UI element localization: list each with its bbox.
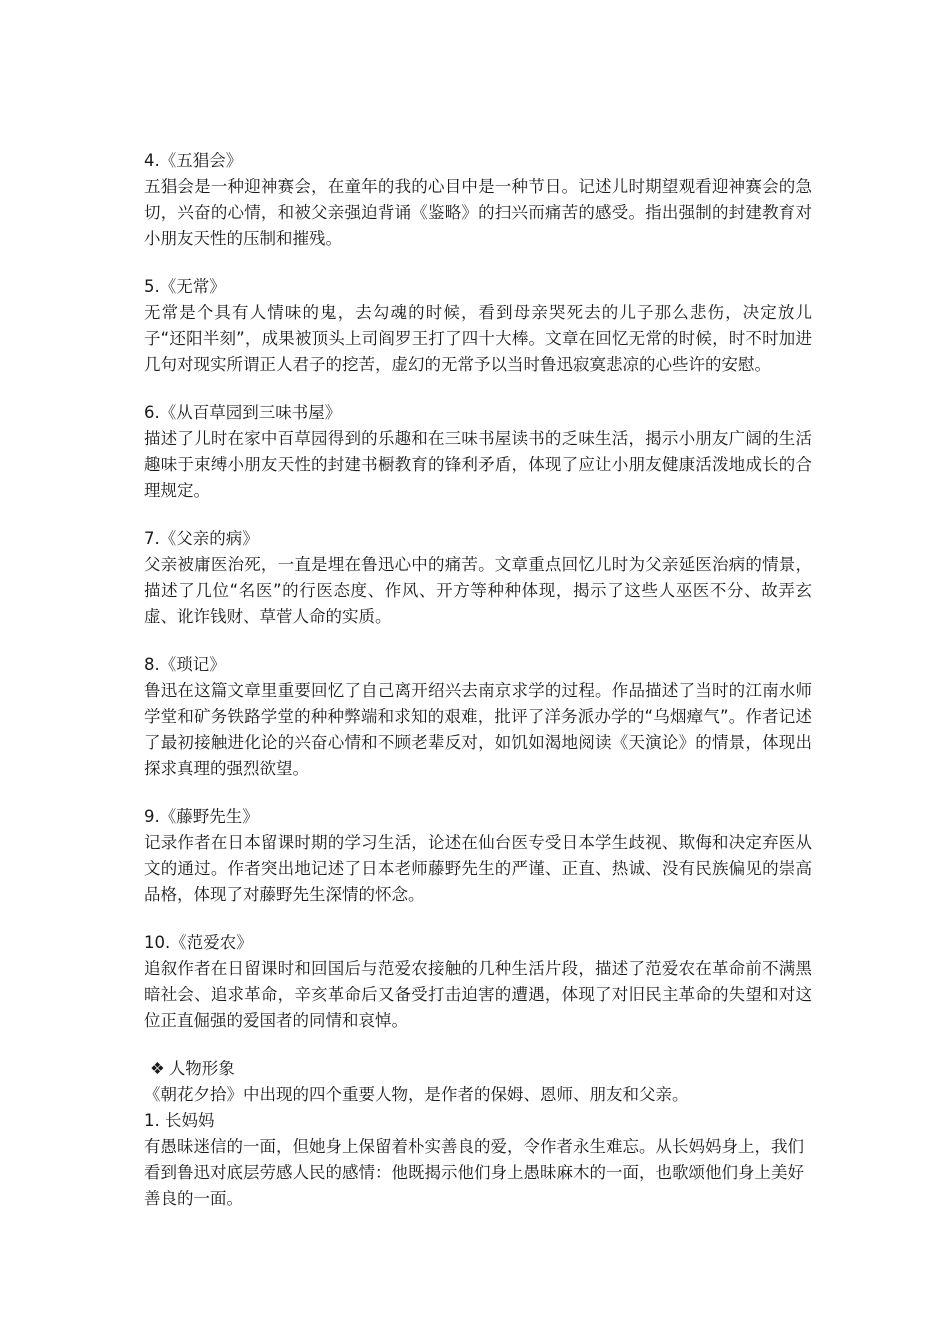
- essay-summary: 五猖会是一种迎神赛会，在童年的我的心目中是一种节日。记述儿时期望观看迎神赛会的急切，兴奋的心情，和被父亲强迫背诵《鉴略》的扫兴而痛苦的感受。指出强制的封建教育对小朋友天性的压制和摧残。: [144, 177, 812, 248]
- essay-section-fanainong: [144, 930, 812, 1034]
- essay-title: 9.《藤野先生》: [144, 807, 259, 826]
- essay-section-fuqin-de-bing: [144, 526, 812, 630]
- essay-summary: 描述了儿时在家中百草园得到的乐趣和在三味书屋读书的乏味生活，揭示小朋友广阔的生活趣味于束缚小朋友天性的封建书橱教育的锋利矛盾，体现了应让小朋友健康活泼地成长的合理规定。: [144, 429, 812, 500]
- characters-intro: 《朝花夕拾》中出现的四个重要人物，是作者的保姆、恩师、朋友和父亲。: [144, 1085, 689, 1104]
- essay-section-wuchanghui: [144, 148, 812, 252]
- essay-title: 5.《无常》: [144, 277, 226, 296]
- essay-title: 6.《从百草园到三味书屋》: [144, 403, 342, 422]
- essay-summary: 无常是个具有人情味的鬼，去勾魂的时候，看到母亲哭死去的儿子那么悲伤，决定放儿子“还阳半刻”，成果被顶头上司阎罗王打了四十大棒。文章在回忆无常的时候，时不时加进几句对现实所谓正人君子的挖苦，虚幻的无常予以当时鲁迅寂寞悲凉的心些许的安慰。: [144, 303, 812, 374]
- essay-title: 4.《五猖会》: [144, 151, 243, 170]
- essay-summary: 追叙作者在日留课时和回国后与范爱农接触的几种生活片段，描述了范爱农在革命前不满黑暗社会、追求革命，辛亥革命后又备受打击迫害的遭遇，体现了对旧民主革命的失望和对这位正直倔强的爱国者的同情和哀悼。: [144, 959, 812, 1030]
- essay-summary: 记录作者在日本留课时期的学习生活，论述在仙台医专受日本学生歧视、欺侮和决定弃医从文的通过。作者突出地记述了日本老师藤野先生的严谨、正直、热诚、没有民族偏见的崇高品格，体现了对藤野先生深情的怀念。: [144, 833, 812, 904]
- characters-section: [144, 1056, 812, 1212]
- essay-summary: 父亲被庸医治死，一直是埋在鲁迅心中的痛苦。文章重点回忆儿时为父亲延医治病的情景，描述了几位“名医”的行医态度、作风、开方等种种体现，揭示了这些人巫医不分、故弄玄虚、讹诈钱财、草菅人命的实质。: [144, 555, 812, 626]
- character-description: 有愚昧迷信的一面，但她身上保留着朴实善良的爱，令作者永生难忘。从长妈妈身上，我们看到鲁迅对底层劳感人民的感情：他既揭示他们身上愚昧麻木的一面，也歌颂他们身上美好善良的一面。: [144, 1137, 804, 1208]
- essay-section-suoji: [144, 652, 812, 782]
- characters-heading: 人物形象: [168, 1059, 235, 1078]
- essay-section-tengye: [144, 804, 812, 908]
- essay-section-baicaoyuan: [144, 400, 812, 504]
- document-page: [144, 148, 812, 1212]
- essay-title: 10.《范爱农》: [144, 933, 253, 952]
- essay-section-wuchang: [144, 274, 812, 378]
- essay-summary: 鲁迅在这篇文章里重要回忆了自己离开绍兴去南京求学的过程。作品描述了当时的江南水师学堂和矿务铁路学堂的种种弊端和求知的艰难，批评了洋务派办学的“乌烟瘴气”。作者记述了最初接触进化论的兴奋心情和不顾老辈反对，如饥如渴地阅读《天演论》的情景，体现出探求真理的强烈欲望。: [144, 681, 812, 778]
- characters-heading-row: [144, 1056, 812, 1082]
- essay-title: 8.《琐记》: [144, 655, 226, 674]
- essay-title: 7.《父亲的病》: [144, 529, 259, 548]
- diamond-bullet-icon: ❖: [150, 1059, 165, 1078]
- character-title: 1. 长妈妈: [144, 1111, 215, 1130]
